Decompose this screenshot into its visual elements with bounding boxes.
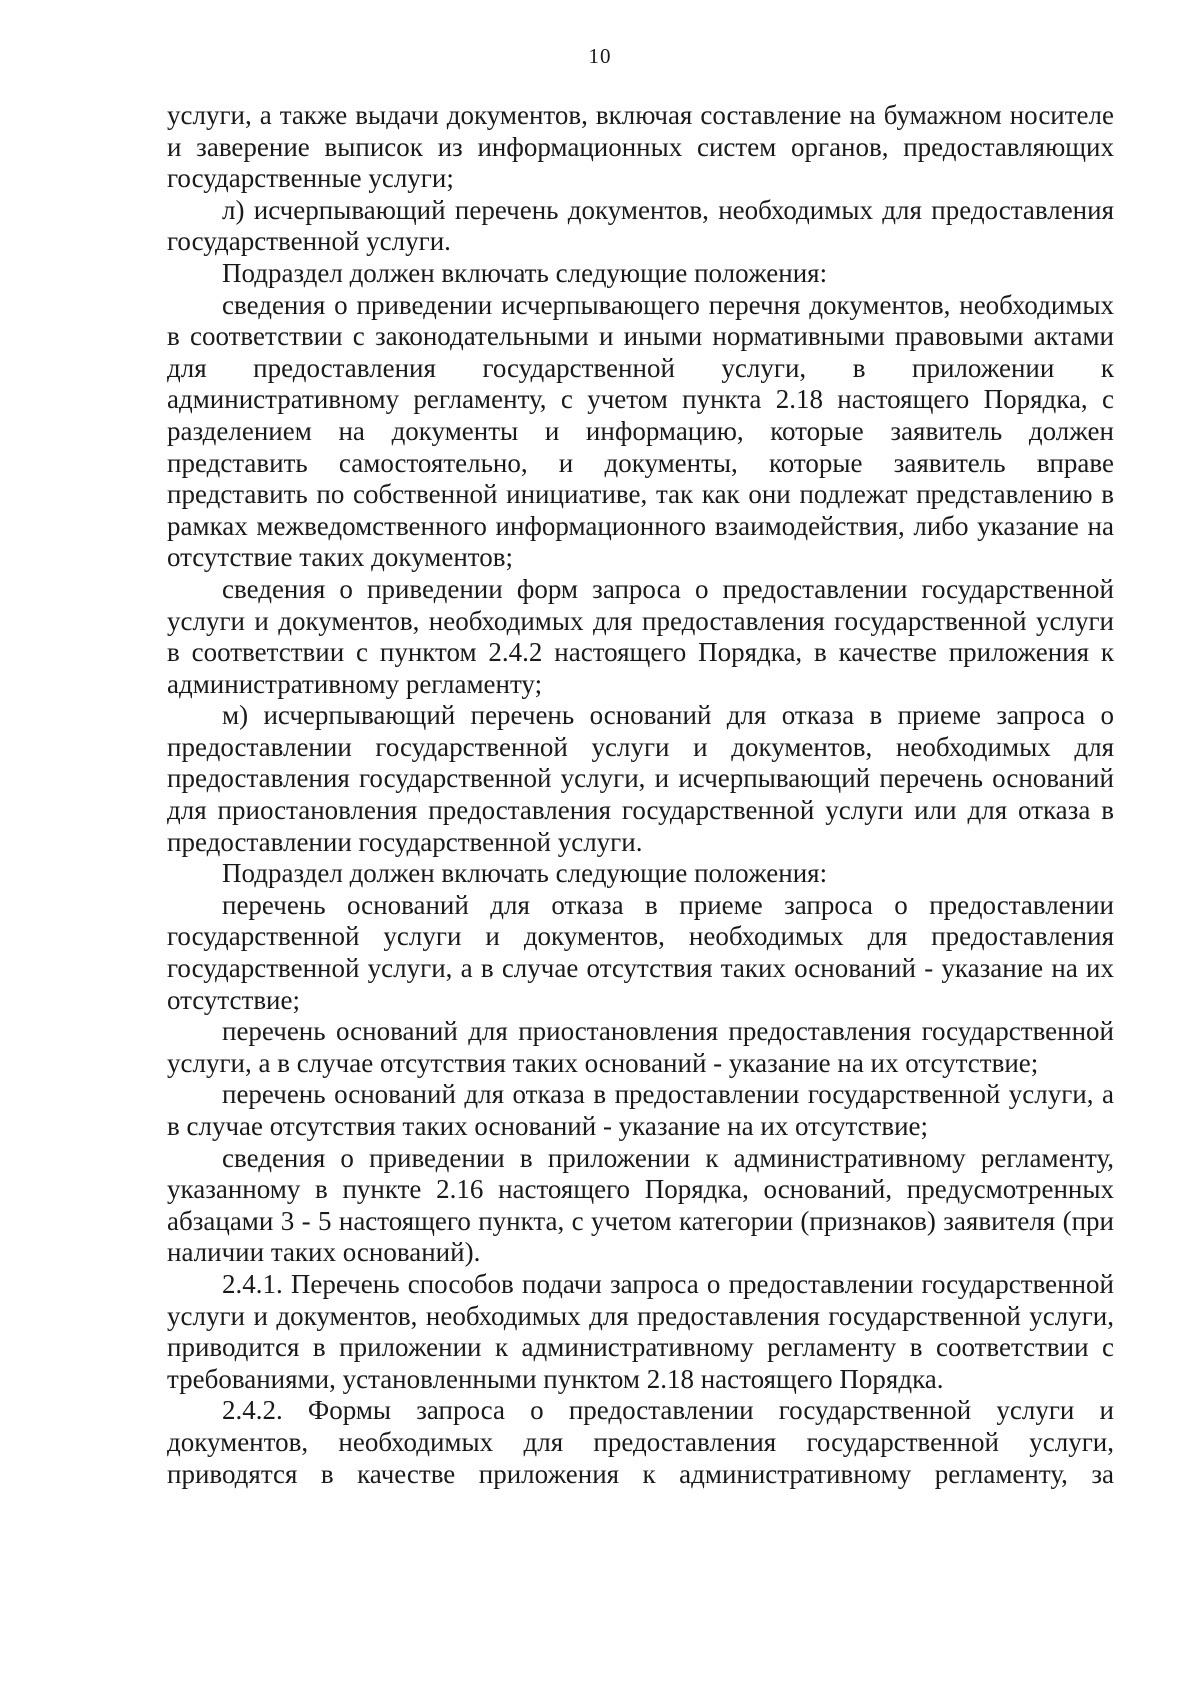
paragraph-subsection-intro: Подраздел должен включать следующие положения:	[222, 257, 828, 288]
paragraph-item-l: л) исчерпывающий перечень документов, необходимых для предоставления государственной услуги.	[167, 194, 1114, 257]
paragraph-subsection-intro: Подраздел должен включать следующие положения:	[222, 858, 828, 889]
paragraph: перечень оснований для приостановления предоставления государственной услуги, а в случае отсутствия таких оснований - указание на их отсутствие;	[167, 1016, 1114, 1078]
document-body	[167, 100, 1114, 1490]
paragraph: сведения о приведении исчерпывающего перечня документов, необходимых в соответствии с законодательными и иными нормативными правовыми актами для предоставления государственной услуги, в приложении к административному регламенту, с учетом пункта 2.18 настоящего Порядка, с разделением на документы и информацию, которые заявитель должен представить самостоятельно, и документы, которые заявитель вправе представить по собственной инициативе, так как они подлежат представлению в рамках межведомственного информационного взаимодействия, либо указание на отсутствие таких документов;	[167, 289, 1114, 573]
paragraph: перечень оснований для отказа в предоставлении государственной услуги, а в случае отсутствия таких оснований - указание на их отсутствие;	[167, 1079, 1114, 1141]
paragraph-item-m: м) исчерпывающий перечень оснований для отказа в приеме запроса о предоставлении государственной услуги и документов, необходимых для предоставления государственной услуги, и исчерпывающий перечень оснований для приостановления предоставления государственной услуги или для отказа в предоставлении государственной услуги.	[167, 700, 1114, 857]
paragraph-continuation: услуги, а также выдачи документов, включая составление на бумажном носителе и заверение выписок из информационных систем органов, предоставляющих государственные услуги;	[167, 100, 1114, 194]
paragraph-clause-2-4-1: 2.4.1. Перечень способов подачи запроса о предоставлении государственной услуги и документов, необходимых для предоставления государственной услуги, приводится в приложении к административному регламенту в соответствии с требованиями, установленными пунктом 2.18 настоящего Порядка.	[167, 1268, 1114, 1394]
paragraph: сведения о приведении в приложении к административному регламенту, указанному в пункте 2.16 настоящего Порядка, оснований, предусмотренных абзацами 3 - 5 настоящего пункта, с учетом категории (признаков) заявителя (при наличии таких оснований).	[167, 1142, 1114, 1268]
page-number: 10	[588, 44, 612, 68]
paragraph: сведения о приведении форм запроса о предоставлении государственной услуги и документов, необходимых для предоставления государственной услуги в соответствии с пунктом 2.4.2 настоящего Порядка, в качестве приложения к административному регламенту;	[167, 573, 1114, 699]
paragraph: перечень оснований для отказа в приеме запроса о предоставлении государственной услуги и документов, необходимых для предоставления государственной услуги, а в случае отсутствия таких оснований - указание на их отсутствие;	[167, 889, 1114, 1015]
paragraph-clause-2-4-2: 2.4.2. Формы запроса о предоставлении государственной услуги и документов, необходимых для предоставления государственной услуги, приводятся в качестве приложения к административному регламенту, за	[167, 1395, 1114, 1489]
